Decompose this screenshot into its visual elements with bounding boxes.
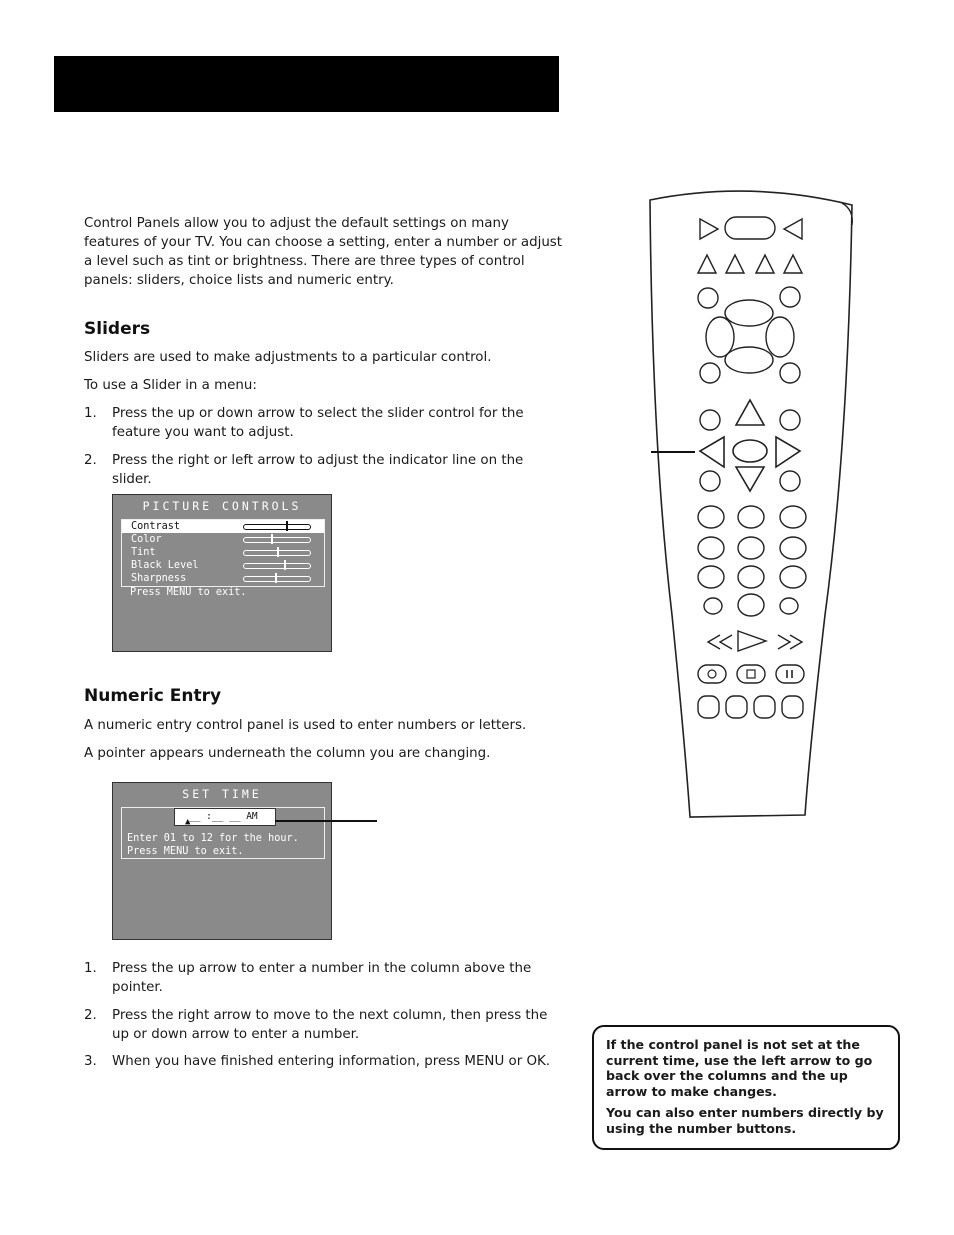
slider-row-tint[interactable] [122,546,324,559]
step-number: 3. [84,1054,97,1069]
slider-row-color[interactable] [122,533,324,546]
power-button [725,217,775,239]
slider-label: Sharpness [131,573,187,584]
step-text: Press the right or left arrow to adjust the indicator line on the slider. [112,453,524,487]
sliders-instruction: To use a Slider in a menu: [84,378,257,393]
slider-list [121,519,325,587]
step-number: 1. [84,961,97,976]
step-number: 1. [84,406,97,421]
sliders-paragraph: Sliders are used to make adjustments to a particular control. [84,350,492,365]
pointer-icon: ▲ [185,817,191,827]
arrow-callout-line [651,451,695,453]
slider-track [243,550,311,556]
record-button [698,665,726,683]
slider-track [243,537,311,543]
remote-body [650,191,852,817]
slider-thumb[interactable] [271,534,273,544]
intro-paragraph: Control Panels allow you to adjust the default settings on many features of your TV. You can choose a setting, enter a number or adjust a level such as tint or brightness. There are three types of control panels: sliders, choice lists and numeric entry. [84,216,563,288]
menu-exit-hint: Press MENU to exit. [130,587,247,598]
picture-controls-panel [112,494,332,652]
remote-control-illustration [640,185,860,835]
slider-thumb[interactable] [286,521,288,531]
step-text: Press the up or down arrow to select the slider control for the feature you want to adjust. [112,406,524,440]
step-text: Press the up arrow to enter a number in the column above the pointer. [112,961,532,995]
slider-track [243,563,311,569]
slider-thumb[interactable] [275,573,277,583]
stop-button [737,665,765,683]
sliders-heading: Sliders [84,319,151,339]
picture-controls-title: PICTURE CONTROLS [142,499,302,513]
slider-row-sharpness[interactable] [122,572,324,585]
slider-label: Tint [131,547,156,558]
slider-row-contrast[interactable] [122,520,324,533]
step-number: 2. [84,453,97,468]
menu-exit-hint: Press MENU to exit. [127,846,244,857]
pointer-callout-line [275,820,377,822]
ok-button [733,440,767,462]
time-instruction: Enter 01 to 12 for the hour. [127,833,299,844]
pointer-paragraph: A pointer appears underneath the column you are changing. [84,746,491,761]
step-number: 2. [84,1008,97,1023]
pause-button [776,665,804,683]
slider-thumb[interactable] [284,560,286,570]
time-input[interactable] [174,808,276,826]
time-entry-box [121,807,325,859]
slider-track [243,524,311,530]
slider-track [243,576,311,582]
numeric-entry-heading: Numeric Entry [84,686,222,706]
set-time-title: SET TIME [182,787,262,801]
slider-label: Contrast [131,521,181,532]
time-value: __ :__ __ AM [189,811,258,822]
tip-callout [592,1025,900,1150]
tip-paragraph-1: If the control panel is not set at the current time, use the left arrow to go back over the columns and the up arrow to make changes. [606,1037,873,1099]
step-text: Press the right arrow to move to the next column, then press the up or down arrow to enter a number. [112,1008,548,1042]
slider-row-black-level[interactable] [122,559,324,572]
tip-paragraph-2: You can also enter numbers directly by using the number buttons. [606,1105,884,1136]
numeric-paragraph: A numeric entry control panel is used to enter numbers or letters. [84,718,527,733]
set-time-panel [112,782,332,940]
slider-label: Color [131,534,162,545]
slider-thumb[interactable] [277,547,279,557]
step-text: When you have finished entering information, press MENU or OK. [112,1054,551,1069]
slider-label: Black Level [131,560,199,571]
header-bar [54,56,559,112]
